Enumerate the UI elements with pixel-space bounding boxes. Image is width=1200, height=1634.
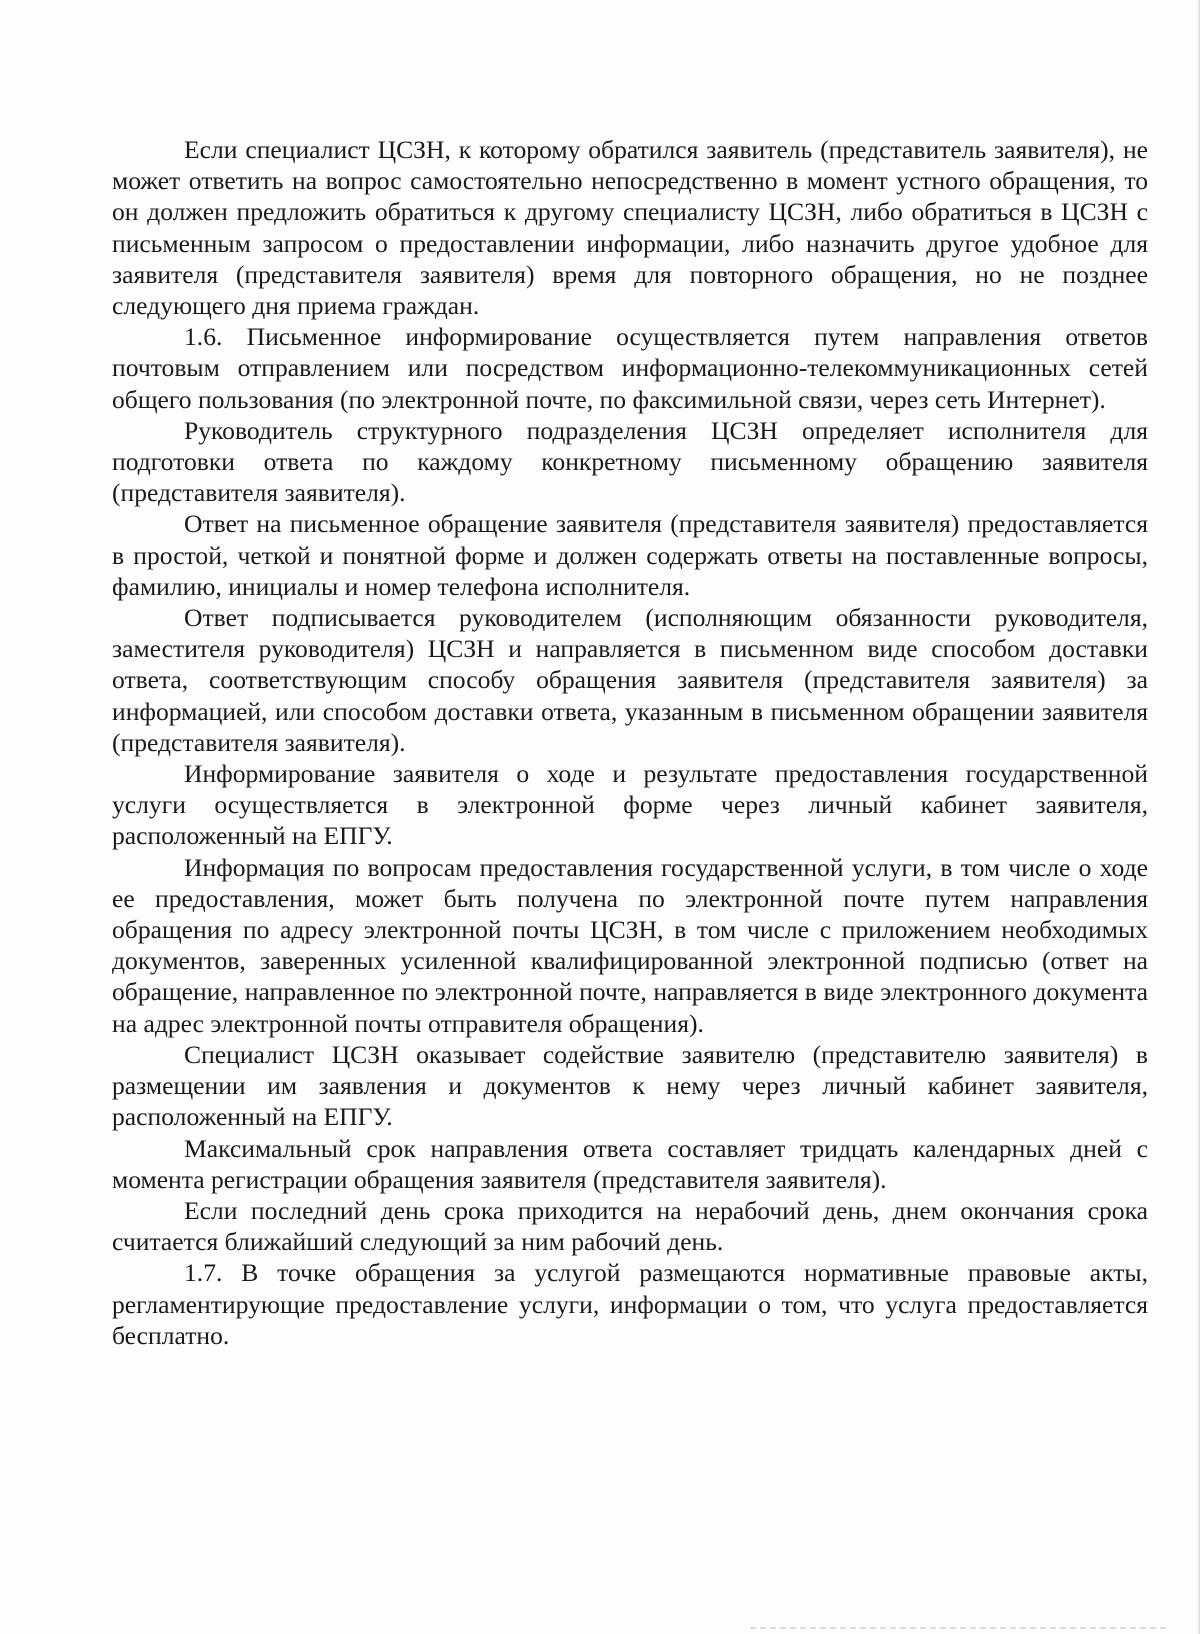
paragraph-1-7-service-point: 1.7. В точке обращения за услугой размещаются нормативные правовые акты, регламентирующие предоставление услуги, информации о том, что услуга предоставляется бесплатно.: [112, 1258, 1148, 1350]
paragraph-answer-signing: Ответ подписывается руководителем (исполняющим обязанности руководителя, заместителя руководителя) ЦСЗН и направляется в письменном виде способом доставки ответа, соответствующим способу обращения заявителя (представителя заявителя) за информацией, или способом доставки ответа, указанным в письменном обращении заявителя (представителя заявителя).: [112, 603, 1148, 757]
paragraph-consultation-redirect: Если специалист ЦСЗН, к которому обратился заявитель (представитель заявителя), не может ответить на вопрос самостоятельно непосредственно в момент устного обращения, то он должен предложить обратиться к другому специалисту ЦСЗН, либо обратиться в ЦСЗН с письменным запросом о предоставлении информации, либо назначить другое удобное для заявителя (представителя заявителя) время для повторного обращения, но не позднее следующего дня приема граждан.: [112, 135, 1148, 321]
paragraph-answer-form: Ответ на письменное обращение заявителя (представителя заявителя) предоставляется в простой, четкой и понятной форме и должен содержать ответы на поставленные вопросы, фамилию, инициалы и номер телефона исполнителя.: [112, 509, 1148, 601]
paragraph-executor-assignment: Руководитель структурного подразделения ЦСЗН определяет исполнителя для подготовки ответа по каждому конкретному письменному обращению заявителя (представителя заявителя).: [112, 415, 1148, 508]
scan-bottom-mark: [750, 1627, 1170, 1629]
paragraph-1-6-written-informing: 1.6. Письменное информирование осуществляется путем направления ответов почтовым отправлением или посредством информационно-телекоммуникационных сетей общего пользования (по электронной почте, по факсимильной связи, через сеть Интернет).: [112, 322, 1148, 414]
paragraph-max-response-time: Максимальный срок направления ответа составляет тридцать календарных дней с момента регистрации обращения заявителя (представителя заявителя).: [112, 1133, 1148, 1194]
document-body: [112, 134, 1148, 1351]
paragraph-electronic-informing: Информирование заявителя о ходе и результате предоставления государственной услуги осуществляется в электронной форме через личный кабинет заявителя, расположенный на ЕПГУ.: [112, 759, 1148, 851]
paragraph-email-information: Информация по вопросам предоставления государственной услуги, в том числе о ходе ее предоставления, может быть получена по электронной почте путем направления обращения по адресу электронной почты ЦСЗН, в том числе с приложением необходимых документов, заверенных усиленной квалифицированной электронной подписью (ответ на обращение, направленное по электронной почте, направляется в виде электронного документа на адрес электронной почты отправителя обращения).: [112, 852, 1148, 1038]
paragraph-specialist-assistance: Специалист ЦСЗН оказывает содействие заявителю (представителю заявителя) в размещении им заявления и документов к нему через личный кабинет заявителя, расположенный на ЕПГУ.: [112, 1039, 1148, 1132]
paragraph-non-working-day: Если последний день срока приходится на нерабочий день, днем окончания срока считается ближайший следующий за ним рабочий день.: [112, 1195, 1148, 1257]
